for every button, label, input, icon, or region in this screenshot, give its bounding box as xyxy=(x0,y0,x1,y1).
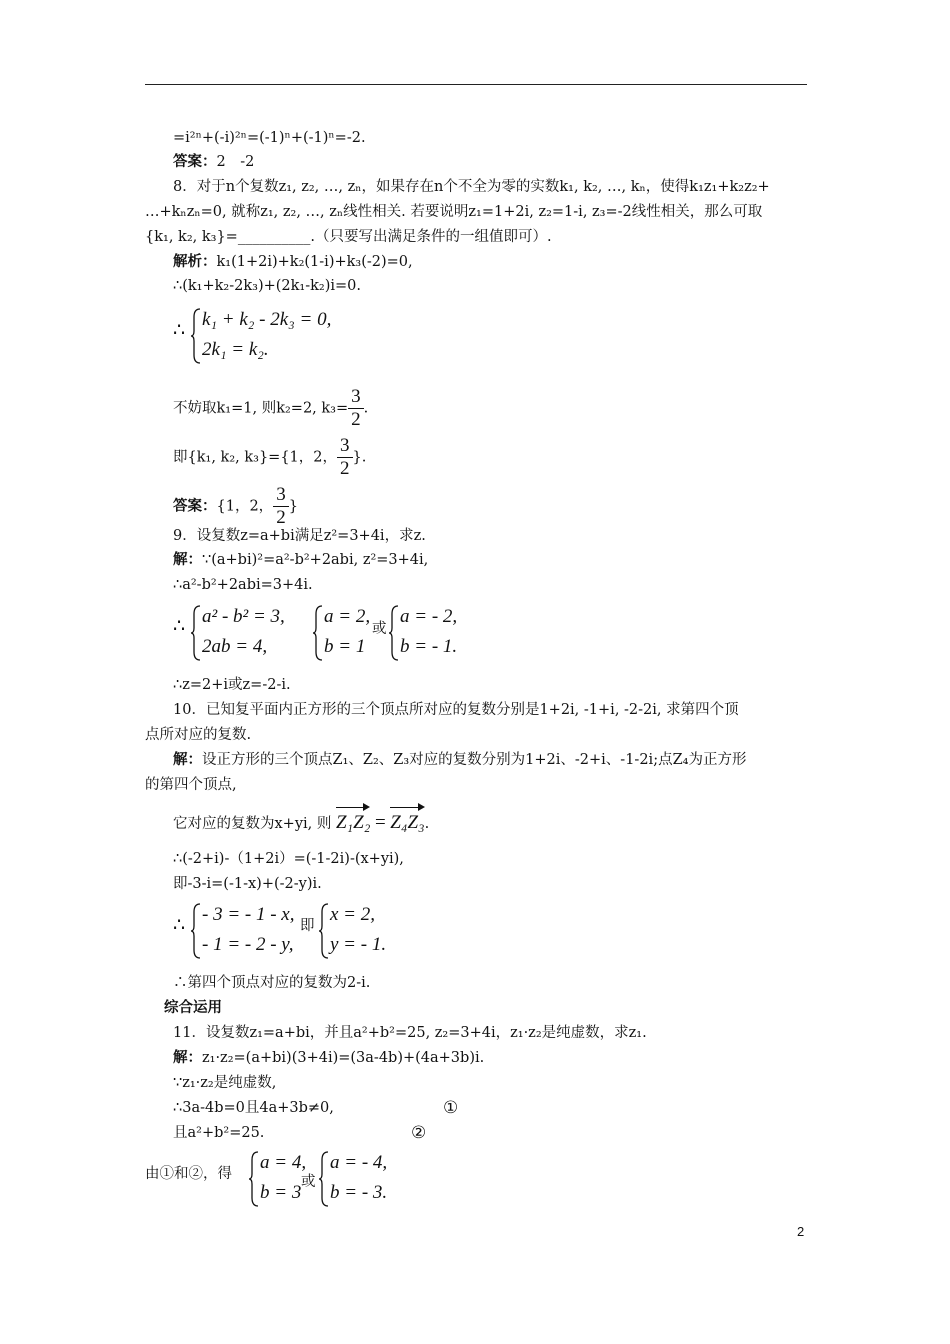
question-8-line-3: {k₁, k₂, k₃}=__________.（只要写出满足条件的一组值即可）. xyxy=(145,229,552,245)
ji-word: 即 xyxy=(300,918,315,934)
equation-system-11a xyxy=(248,1150,308,1210)
system-row: k₁ + k₂ - 2k₃ = 0, xyxy=(202,309,332,330)
fraction: $\frac{3}{2}$ xyxy=(273,484,289,529)
choose-values: 不妨取k₁=1, 则k₂=2, k₃= $\frac{3}{2}$ . xyxy=(173,386,369,430)
system-row: b = 1 xyxy=(324,636,366,657)
solution-10-result: ∴第四个顶点对应的复数为2-i. xyxy=(173,975,371,991)
set-result: 即{k₁, k₂, k₃}={1，2， $\frac{3}{2}$ }. xyxy=(173,435,367,479)
system-row: b = - 3. xyxy=(330,1182,388,1203)
brace-icon xyxy=(190,307,202,365)
system-row: - 3 = - 1 - x, xyxy=(202,904,295,925)
solution-9-result: ∴z=2+i或z=-2-i. xyxy=(173,677,291,693)
system-row: 2ab = 4, xyxy=(202,636,268,657)
system-row: - 1 = - 2 - y, xyxy=(202,934,294,955)
question-10-line-2: 点所对应的复数. xyxy=(145,727,252,743)
brace-icon xyxy=(190,604,202,662)
brace-icon xyxy=(190,902,202,960)
vector-z1z2: Z₁Z₂ xyxy=(336,806,370,836)
circled-one: ① xyxy=(443,1098,459,1118)
solution-9-step: ∴a²-b²+2abi=3+4i. xyxy=(173,577,313,593)
equation-system-10b xyxy=(318,902,408,962)
solution-11-line-4: 且a²+b²=25. xyxy=(173,1125,265,1141)
vector-equation: 它对应的复数为x+yi, 则 Z₁Z₂ = Z₄Z₃. xyxy=(173,806,429,837)
system-row: a = - 2, xyxy=(400,606,458,627)
system-row: a = 2, xyxy=(324,606,371,627)
brace-icon xyxy=(312,604,324,662)
vector-z4z3: Z₄Z₃ xyxy=(390,806,424,836)
solution-10-line-2: 的第四个顶点, xyxy=(145,777,237,793)
brace-icon xyxy=(318,1150,330,1208)
question-8-line-2: …+kₙzₙ=0, 就称z₁, z₂, …, zₙ线性相关. 若要说明z₁=1+2i, z₂=1-i, z₃=-2线性相关，那么可取 xyxy=(145,204,763,220)
system-row: a = - 4, xyxy=(330,1152,388,1173)
or-word: 或 xyxy=(372,621,387,637)
system-row: x = 2, xyxy=(330,904,376,925)
or-word: 或 xyxy=(301,1174,316,1190)
solution-11-conclusion: 由①和②，得 xyxy=(145,1166,232,1182)
system-row: a = 4, xyxy=(260,1152,307,1173)
question-9: 9．设复数z=a+bi满足z²=3+4i，求z. xyxy=(173,528,426,544)
solution-10-step: ∴(-2+i)-（1+2i）=(-1-2i)-(x+yi), xyxy=(173,851,404,867)
analysis-8-step: ∴(k₁+k₂-2k₃)+(2k₁-k₂)i=0. xyxy=(173,278,362,294)
solution-9: 解：∵(a+bi)²=a²-b²+2abi, z²=3+4i, xyxy=(173,551,429,568)
therefore-symbol: ∴ xyxy=(173,616,186,637)
system-row: b = 3 xyxy=(260,1182,302,1203)
solution-10-step: 即-3-i=(-1-x)+(-2-y)i. xyxy=(173,876,322,892)
question-8-line-1: 8．对于n个复数z₁, z₂, …, zₙ，如果存在n个不全为零的实数k₁, k₂, …, kₙ，使得k₁z₁+k₂z₂+ xyxy=(173,179,770,195)
question-10-line-1: 10．已知复平面内正方形的三个顶点所对应的复数分别是1+2i, -1+i, -2-2i, 求第四个顶 xyxy=(173,702,739,718)
system-row: y = - 1. xyxy=(330,934,387,955)
equation-system-8 xyxy=(190,307,410,367)
equation-system-9c xyxy=(388,604,478,664)
brace-icon xyxy=(388,604,400,662)
analysis-8: 解析：k₁(1+2i)+k₂(1-i)+k₃(-2)=0, xyxy=(173,253,413,270)
solution-10-line-1: 解：设正方形的三个顶点Z₁、Z₂、Z₃对应的复数分别为1+2i、-2+i、-1-2i;点Z₄为正方形 xyxy=(173,751,747,768)
page-number: 2 xyxy=(797,1224,805,1239)
answer-7: 答案：2 -2 xyxy=(173,153,255,170)
equation-system-9a xyxy=(190,604,310,664)
text-line: =i²ⁿ+(-i)²ⁿ=(-1)ⁿ+(-1)ⁿ=-2. xyxy=(173,130,366,146)
therefore-symbol: ∴ xyxy=(173,915,186,936)
system-row: 2k₁ = k₂. xyxy=(202,339,269,360)
brace-icon xyxy=(248,1150,260,1208)
section-heading: 综合运用 xyxy=(164,999,222,1016)
fraction: $\frac{3}{2}$ xyxy=(348,386,364,431)
header-rule xyxy=(145,84,807,85)
system-row: b = - 1. xyxy=(400,636,458,657)
equation-system-11b xyxy=(318,1150,408,1210)
question-11: 11．设复数z₁=a+bi，并且a²+b²=25, z₂=3+4i，z₁·z₂是纯虚数，求z₁. xyxy=(173,1025,647,1041)
answer-8: 答案：{1，2， $\frac{3}{2}$ } xyxy=(173,484,298,528)
equation-system-10a xyxy=(190,902,310,962)
fraction: $\frac{3}{2}$ xyxy=(337,435,353,480)
circled-two: ② xyxy=(411,1123,427,1143)
equation-system-9b xyxy=(312,604,372,664)
system-row: a² - b² = 3, xyxy=(202,606,285,627)
solution-11-line-3: ∴3a-4b=0且4a+3b≠0, xyxy=(173,1100,334,1116)
brace-icon xyxy=(318,902,330,960)
solution-11-line-2: ∵z₁·z₂是纯虚数, xyxy=(173,1075,277,1091)
therefore-symbol: ∴ xyxy=(173,320,186,341)
solution-11-line-1: 解：z₁·z₂=(a+bi)(3+4i)=(3a-4b)+(4a+3b)i. xyxy=(173,1049,485,1066)
